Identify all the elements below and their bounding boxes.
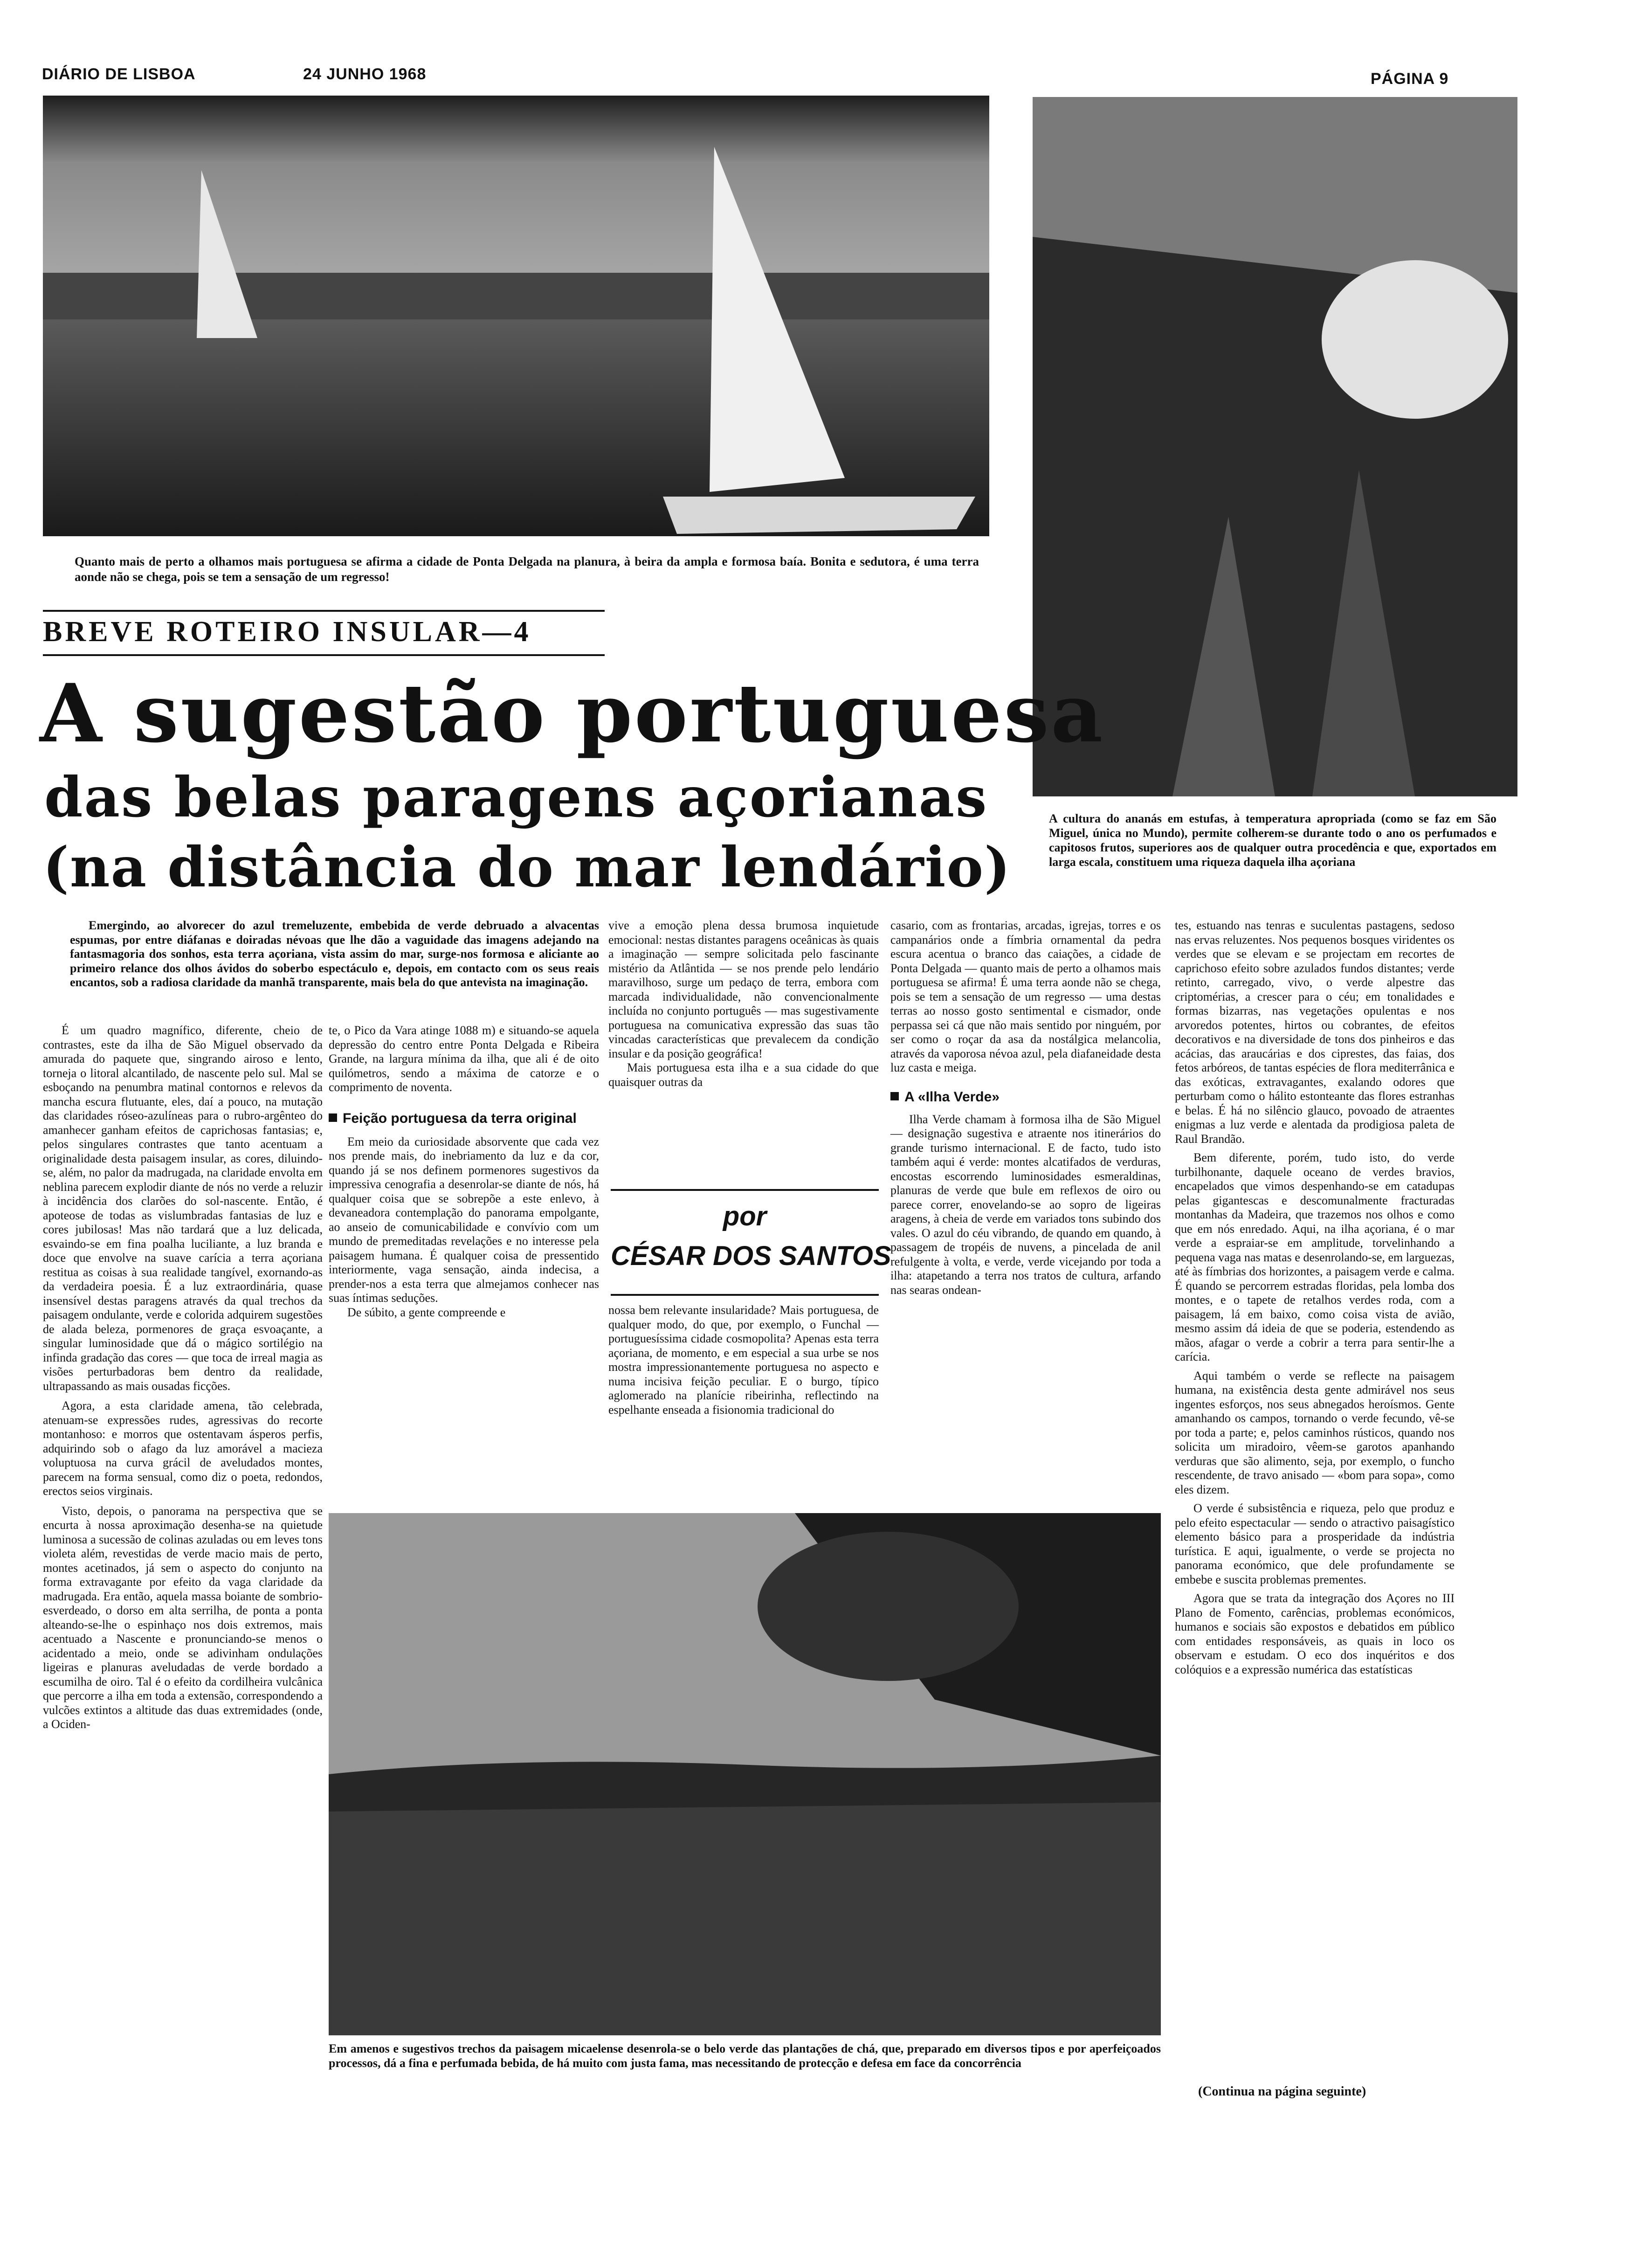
- intro-text: Emergindo, ao alvorecer do azul tremeluzente, embebida de verde debruado a alvacentas espumas, por entre diáfanas e doiradas névoas que lhe dão a vaguidade das imagens adejando na fantasmagoria dos sonhos, esta terra açoriana, vista assim do mar, surge-nos formosa e aliciante ao primeiro relance dos olhos ávidos do soberbo espectáculo e, depois, em contacto com os seus reais encantos, sob a radiosa claridade da manhã transparente, mais bela do que antevista na imaginação.: [70, 919, 599, 989]
- issue-date: 24 JUNHO 1968: [303, 65, 427, 83]
- col4-paragraph-2: Ilha Verde chamam à formosa ilha de São Miguel — designação sugestiva e atraente nos itinerários do grande turismo internacional. E de facto, tudo isto também aqui é verde: montes alcatifados de verduras, encostas escorrendo luminosidades esmeraldinas, planuras de verde que bule em reflexos de oiro ou parece correr, enovelando-se ao sopro de ligeiras aragens, à cheia de verde em variados tons subindo dos vales. O azul do céu vibrando, de quando em quando, à passagem de tropéis de nuvens, a pincelada de anil refulgente à volta, e verde, verde vicejando por toda a ilha: atapetando a terra nos tratos de cultura, arfando nas searas ondean-: [890, 1112, 1161, 1297]
- col4-paragraph-1: casario, com as frontarias, arcadas, igrejas, torres e os campanários onde a fímbria ornamental da pedra escura acentua o branco das caiações, a cidade de Ponta Delgada — quanto mais de perto a olhamos mais portuguesa se afirma! É uma terra aonde não se chega, pois se tem a sensação de um regresso — uma destas terras ao nosso gosto sentimental e cismador, onde perpassa sei cá que não mais sentido por ninguém, por ser como o roçar da asa da nostálgica melancolia, através da vaporosa névoa azul, pela diafaneidade desta luz casta e meiga.: [890, 919, 1161, 1074]
- subhead-ilha-verde: [890, 1089, 1161, 1105]
- col5-paragraph-2: Bem diferente, porém, tudo isto, do verde turbilhonante, daquele oceano de verdes bravios, encapelados que vimos despenhando-se em catadupas pelas gigantescas e descomunalmente fracturadas montanhas da Madeira, que trazemos nos olhos e como que em nós enredado. Aqui, na ilha açoriana, é o mar verde a espraiar-se em amplitude, torvelinhando a pequena vaga nas matas e desenrolando-se, em larguezas, até às fímbrias dos horizontes, a paisagem verde e calma. É quando se percorrem estradas floridas, pela lomba dos montes, e o tapete de retalhos verdes roda, com a paisagem, lá em baixo, como coisa vista de avião, mesmo assim dá ideia de que se poderia, estendendo as mãos, afagar o verde a cobrir a terra para sentir-lhe a carícia.: [1175, 1151, 1455, 1363]
- headline-line-2: das belas paragens açorianas: [44, 765, 988, 830]
- pineapple-greenhouse-photo: [1033, 97, 1517, 796]
- headline-line-3: (na distância do mar lendário): [43, 835, 1011, 899]
- bullet-square-icon: [890, 1092, 899, 1100]
- newspaper-name: DIÁRIO DE LISBOA: [42, 65, 196, 83]
- col1-paragraph-1: É um quadro magnífico, diferente, cheio de contrastes, este da ilha de São Miguel observado da amurada do paquete que, singrando airoso e lento, torneja o litoral alcantilado, de nascente pelo sul. Mal se esboçando na penumbra matinal contornos e relevos da mancha escura flutuante, eles, daí a pouco, na mutação das claridades róseo-azulíneas para o rubro-argênteo do amanhecer ganham efeitos de caprichosas fantasias; e, pelos singulares contrastes que tanto acentuam a originalidade desta paisagem insular, as cores, diluindo-se, além, no palor da madrugada, na claridade envolta em neblina parecem explodir diante de nós no verde a reluzir à incidência dos clarões do sol-nascente. Então, é apoteose de todas as vislumbradas fantasias de luz e cores jubilosas! Mas não tardará que a luz delicada, esvaindo-se em fina poalha luciliante, a luz branda e doce que envolve na suave carícia a terra açoriana restitua as coisas à sua realidade tangível, exornando-as da verdadeira poesia. É a luz extraordinária, quase insensível destas paragens através da qual trechos da paisagem ondulante, verde e colorida adquirem sugestões de alada beleza, pormenores de graça esvoaçante, a singular luminosidade que dá o mágico sortilégio na infinda gradação das cores — que toca de irreal magia as visões perturbadoras bem dentro da realidade, ultrapassando as mais ousadas ficções.: [43, 1023, 323, 1393]
- col1-paragraph-3: Visto, depois, o panorama na perspectiva que se encurta à nossa aproximação desenha-se na quietude luminosa a sucessão de colinas azuladas ou em leves tons violeta além, revestidas de verde macio mais de perto, montes acetinados, já sem o aspecto do conjunto na forma extravagante por efeito da vaga claridade da madrugada. Era então, aquela massa boiante de sombrio-esverdeado, o dorso em alta serrilha, de ponta a ponta alteando-se-lhe o espinhaço nos dois extremos, mais acentuado a Nascente e pronunciando-se menos o acidentado a meio, onde se adivinham ondulações ligeiras e planuras aveludadas de verde bordado a escumilha de oiro. Tal é o efeito da cordilheira vulcânica que percorre a ilha em toda a extensão, correspondendo a vulcões extintos a altitude das duas extremidades (onde, a Ociden-: [43, 1504, 323, 1731]
- byline-rule-bottom: [611, 1294, 879, 1296]
- pineapple-caption: A cultura do ananás em estufas, à temperatura apropriada (como se faz em São Miguel, única no Mundo), permite colherem-se durante todo o ano os perfumados e capitosos frutos, superiores aos de qualquer outra procedência e que, exportados em larga escala, constituem uma riqueza daquela ilha açoriana: [1049, 812, 1496, 869]
- column-4: [890, 919, 1161, 1297]
- col1-paragraph-2: Agora, a esta claridade amena, tão celebrada, atenuam-se expressões rudes, agressivas do recorte montanhoso: e morros que ostentavam ásperos perfis, adquirindo sob o afago da luz amorável a macieza voluptuosa na curva grácil de aveludados montes, parecem na forma sensual, como diz o poeta, redondos, erectos seios virginais.: [43, 1399, 323, 1498]
- harbour-photo: [43, 96, 989, 536]
- col5-paragraph-3: Aqui também o verde se reflecte na paisagem humana, na existência desta gente admirável nos seus ingentes esforços, nos seus abnegados heroísmos. Gente amanhando os campos, tornando o verde fecundo, vê-se por toda a parte; e, pelos caminhos rústicos, quando nos solicita um miradoiro, vêem-se garotos apanhando verduras que são alimento, seja, por exemplo, o funcho rescendente, de travo anisado — «bom para sopa», como eles dizem.: [1175, 1369, 1455, 1496]
- byline-por: por: [723, 1201, 767, 1231]
- col2-paragraph-3: De súbito, a gente compreende e: [347, 1305, 506, 1319]
- harbour-caption: Quanto mais de perto a olhamos mais portuguesa se afirma a cidade de Ponta Delgada na planura, à beira da ampla e formosa baía. Bonita e sedutora, é uma terra aonde não se chega, pois se tem a sensação de um regresso!: [75, 554, 979, 584]
- column-5: [1175, 919, 1455, 1677]
- subhead-feicao: [329, 1111, 599, 1127]
- headline: A sugestão portuguesa: [40, 666, 1105, 761]
- col3-paragraph-3: nossa bem relevante insularidade? Mais portuguesa, de qualquer modo, do que, por exemplo, o Funchal — portuguesíssima cidade cosmopolita? Apenas esta terra açoriana, de momento, e em especial a sua urbe se nos mostra impressionantemente portuguesa no aspecto e numa incisiva feição peculiar. E o burgo, típico aglomerado na planície ribeirinha, reflectindo na espelhante enseada a fisionomia tradicional do: [608, 1303, 879, 1417]
- byline-author: CÉSAR DOS SANTOS: [611, 1241, 891, 1271]
- subhead-feicao-text: Feição portuguesa da terra original: [343, 1110, 577, 1126]
- series-rule-top: [43, 610, 605, 612]
- col2-paragraph-2: Em meio da curiosidade absorvente que cada vez nos prende mais, do inebriamento da luz e da cor, quando já se nos definem pormenores sugestivos da impressiva cenografia a desenrolar-se diante de nós, há qualquer coisa que se sobrepõe a este enlevo, à devaneadora contemplação do panorama empolgante, ao anseio de comunicabilidade e convívio com um mundo de premeditadas revelações e no interesse pela paisagem humana. É qualquer coisa de pressentido interiormente, vaga sensação, ainda indecisa, a prender-nos a esta terra que almejamos conhecer nas suas íntimas seduções.: [329, 1134, 599, 1305]
- col5-paragraph-5: Agora que se trata da integração dos Açores no III Plano de Fomento, carências, problemas económicos, humanos e sociais são expostos e debatidos em público com entidades responsáveis, as quais in loco os observam e estudam. O eco dos inquéritos e dos colóquios e a expressão numérica das estatísticas: [1175, 1591, 1455, 1676]
- bullet-square-icon: [329, 1113, 337, 1122]
- col5-paragraph-1: tes, estuando nas tenras e suculentas pastagens, sedoso nas ervas reluzentes. Nos pequenos bosques viridentes os verdes que se elevam e se projectam em recortes de caprichoso efeito sobre azulados fundos distantes; verde retinto, carregado, vivo, o verde alpestre das criptomérias, a crescer para o céu; em tonalidades e formas bizarras, nas vegetações opulentas e nos arvoredos potentes, hirtos ou cobrantes, de efeitos decorativos e na diversidade de tons dos pinheiros e das acácias, das araucárias e dos ciprestes, das faias, dos fetos arbóreos, de tantas espécies de flora mediterrânica e das exóticas, extravagantes, exalando odores que perturbam como o hálito estonteante das flores estranhas e belas. É há no silêncio glauco, povoado de atraentes enigmas a luz verde e alentada da prodigiosa paleta de Raul Brandão.: [1175, 919, 1455, 1146]
- column-3: [608, 919, 879, 1089]
- col3-paragraph-1: vive a emoção plena dessa brumosa inquietude emocional: nestas distantes paragens oceânicas às quais a imaginação — sempre solicitada pelo fascinante mistério da Atlântida — se nos prende pelo lendário maravilhoso, surge um pedaço de terra, embora com marcada individualidade, não convencionalmente incluída no conjunto português — mas sugestivamente portuguesa na comunicativa expressão das suas tão vincadas características que prevalecem da condição insular e da posição geográfica!: [608, 919, 879, 1060]
- col2-paragraph-1: te, o Pico da Vara atinge 1088 m) e situando-se aquela depressão do centro entre Ponta Delgada e Ribeira Grande, na largura mínima da ilha, que ali é de oito quilómetros, sendo a máxima de catorze e o comprimento de noventa.: [329, 1023, 599, 1094]
- column-1: [43, 1023, 323, 1732]
- column-2: [329, 1023, 599, 1320]
- col3-paragraph-2: Mais portuguesa esta ilha e a sua cidade do que quaisquer outras da: [608, 1061, 879, 1089]
- tea-caption: Em amenos e sugestivos trechos da paisagem micaelense desenrola-se o belo verde das plantações de chá, que, preparado em diversos tipos e por aperfeiçoados processos, dá a fina e perfumada bebida, de há muito com justa fama, mas necessitando de protecção e defesa em face da concorrência: [329, 2042, 1161, 2070]
- series-title: BREVE ROTEIRO INSULAR—4: [43, 616, 531, 648]
- column-3-lower: [608, 1303, 879, 1417]
- page-number: PÁGINA 9: [1371, 70, 1449, 88]
- subhead-ilha-verde-text: A «Ilha Verde»: [904, 1089, 1000, 1105]
- col5-paragraph-4: O verde é subsistência e riqueza, pelo que produz e pelo efeito espectacular — sendo o atractivo paisagístico elemento básico para a prosperidade da indústria turística. E aqui, igualmente, o verde se projecta no panorama económico, que dele profundamente se embebe e suscita problemas prementes.: [1175, 1501, 1455, 1586]
- byline-rule-top: [611, 1189, 879, 1191]
- continued-note: (Continua na página seguinte): [1198, 2084, 1366, 2099]
- intro-paragraph: [70, 919, 599, 990]
- series-rule-bottom: [43, 654, 605, 656]
- tea-plantation-photo: [329, 1513, 1161, 2035]
